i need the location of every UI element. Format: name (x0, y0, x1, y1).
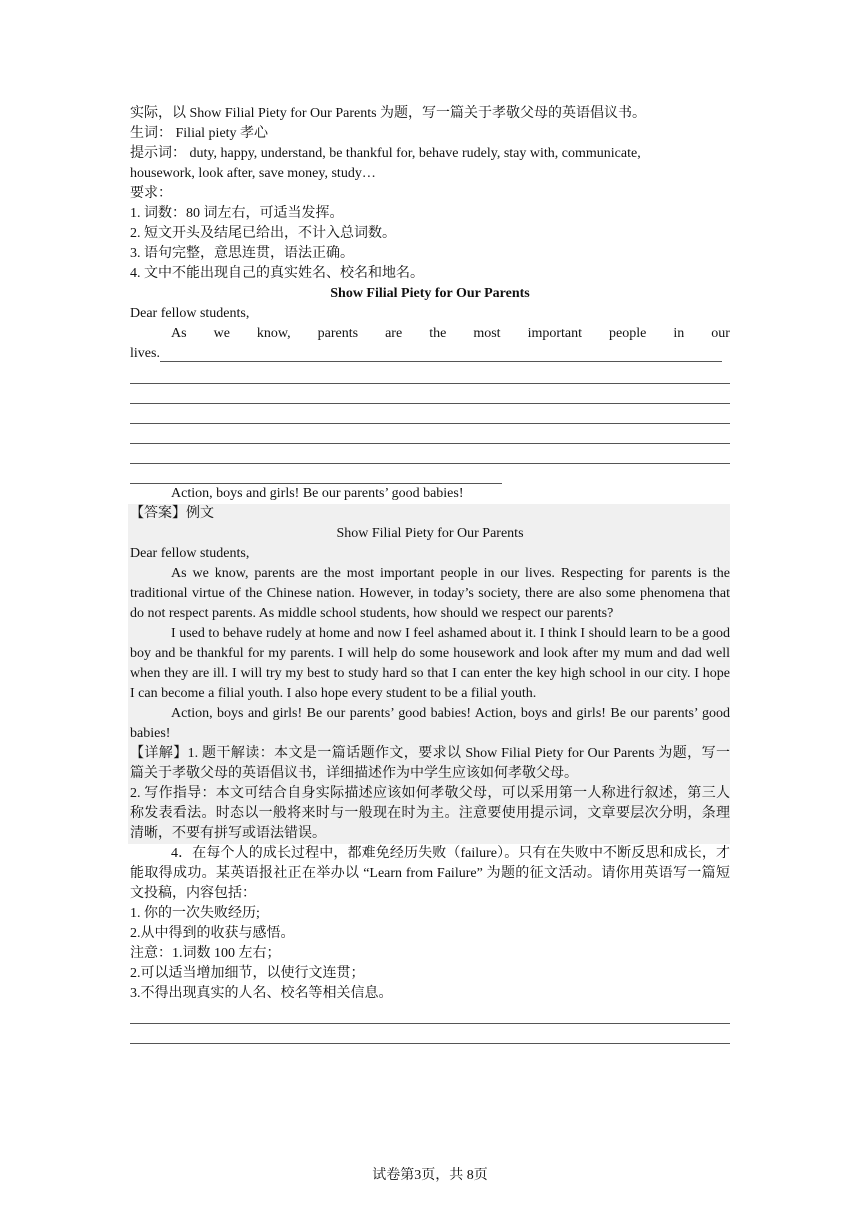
task3-requirement-2: 2. 短文开头及结尾已给出，不计入总词数。 (130, 226, 396, 241)
essay-opening-line (130, 324, 730, 344)
task3-requirements-title: 要求： (130, 186, 172, 201)
writing-line[interactable] (130, 1024, 730, 1044)
task4-item-2: 2.从中得到的收获与感悟。 (130, 926, 295, 941)
task4-note-1: 注意：1.词数 100 左右； (130, 946, 281, 961)
task3-hints-line2: housework, look after, save money, study… (130, 166, 376, 181)
task4-item-1: 1. 你的一次失败经历; (130, 906, 260, 921)
writing-line[interactable] (130, 1004, 730, 1024)
essay-title: Show Filial Piety for Our Parents (330, 286, 530, 301)
task4-note-2: 2.可以适当增加细节，以使行文连贯； (130, 966, 365, 981)
essay-closing: Action, boys and girls! Be our parents’ good babies! (171, 486, 464, 501)
answer-paragraph-1: As we know, parents are the most important people in our lives. Respecting for parents is the traditional virtue of the Chinese nation. However, in today’s society, there are also some phenomena that do not respect parents. As middle school students, how should we respect our parents? (130, 566, 730, 621)
answer-paragraph-3: Action, boys and girls! Be our parents’ good babies! Action, boys and girls! Be our parents’ good babies! (130, 706, 730, 741)
answer-section (128, 504, 730, 844)
opening-word: As (171, 326, 187, 341)
opening-word: we (213, 326, 230, 341)
opening-word: our (711, 326, 730, 341)
opening-word: in (673, 326, 685, 341)
task3-requirement-1: 1. 词数：80 词左右，可适当发挥。 (130, 206, 344, 221)
page-footer: 试卷第3页，共 8页 (372, 1168, 488, 1183)
writing-line[interactable] (130, 424, 730, 444)
essay-greeting: Dear fellow students, (130, 306, 250, 321)
task3-instruction: 实际，以 Show Filial Piety for Our Parents 为题，写一篇关于孝敬父母的英语倡议书。 (130, 106, 647, 121)
writing-blank[interactable] (160, 344, 722, 362)
writing-line[interactable] (130, 444, 730, 464)
task3-requirement-4: 4. 文中不能出现自己的真实姓名、校名和地名。 (130, 266, 424, 281)
task3-hints-line1: 提示词： duty, happy, understand, be thankful for, behave rudely, stay with, communicate, (130, 146, 641, 161)
writing-line[interactable] (130, 404, 730, 424)
opening-word: parents (317, 326, 359, 341)
essay-lives-line (130, 344, 730, 364)
task4-note-3: 3.不得出现真实的人名、校名等相关信息。 (130, 986, 393, 1001)
task3-requirement-3: 3. 语句完整，意思连贯，语法正确。 (130, 246, 354, 261)
opening-word: the (429, 326, 447, 341)
opening-word: important (527, 326, 583, 341)
answer-greeting: Dear fellow students, (130, 546, 250, 561)
answer-paragraph-2: I used to behave rudely at home and now I feel ashamed about it. I think I should learn to be a good boy and be thankful for my parents. I will help do some housework and look after my mum and dad well when they are ill. I will try my best to study hard so that I can enter the key high school in our city. I hope I can become a filial youth. I also hope every student to be a filial youth. (130, 626, 730, 701)
task3-vocab: 生词： Filial piety 孝心 (130, 126, 269, 141)
writing-line[interactable] (130, 384, 730, 404)
writing-line-short[interactable] (130, 464, 502, 484)
explanation-paragraph-2: 2. 写作指导：本文可结合自身实际描述应该如何孝敬父母，可以采用第一人称进行叙述，第三人称发表看法。时态以一般将来时与一般现在时为主。注意要使用提示词，文章要层次分明，条理清晰，不要有拼写或语法错误。 (130, 786, 730, 841)
opening-word: most (473, 326, 501, 341)
opening-word: are (385, 326, 403, 341)
answer-label: 【答案】例文 (130, 506, 214, 521)
answer-title: Show Filial Piety for Our Parents (336, 526, 524, 541)
document-page (130, 104, 730, 1044)
explanation-paragraph-1: 【详解】1. 题干解读：本文是一篇话题作文，要求以 Show Filial Piety for Our Parents 为题，写一篇关于孝敬父母的英语倡议书，详细描述作为中学生应该如何孝敬父母。 (130, 746, 730, 781)
opening-tail: lives. (130, 346, 160, 361)
opening-word: people (609, 326, 647, 341)
writing-line[interactable] (130, 364, 730, 384)
opening-word: know, (256, 326, 291, 341)
task4-intro: 4．在每个人的成长过程中，都难免经历失败（failure）。只有在失败中不断反思和成长，才能取得成功。某英语报社正在举办以 “Learn from Failure” 为题的征文活动。请你用英语写一篇短文投稿，内容包括： (130, 846, 730, 901)
